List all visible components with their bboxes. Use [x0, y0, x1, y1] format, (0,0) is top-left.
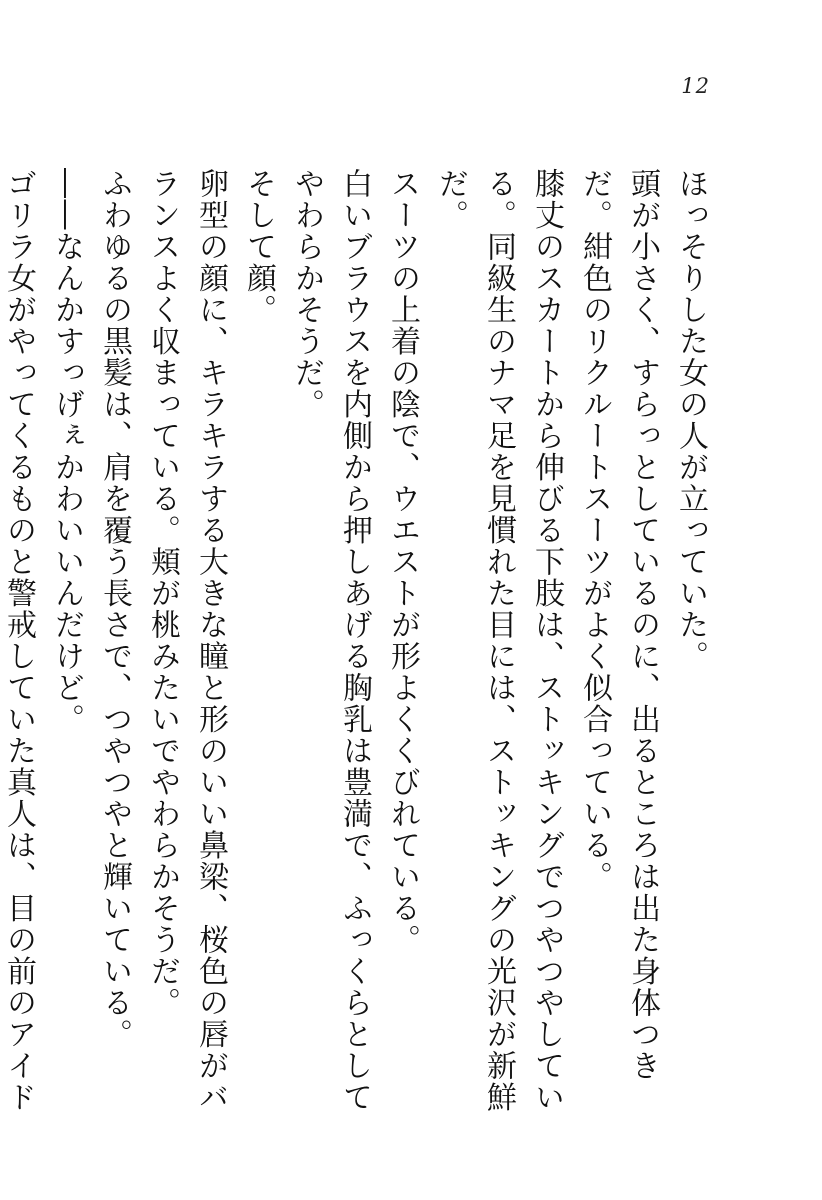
- paragraph-6: そして顔。: [241, 168, 276, 326]
- vertical-body-text: [0, 168, 714, 1118]
- paragraph-4: スーツの上着の陰で、ウエストが形よくくびれている。: [385, 168, 420, 956]
- paragraph-10: ゴリラ女がやってくるものと警戒していた真人は、目の前のアイド: [1, 168, 36, 1113]
- paragraph-5: 白いブラウスを内側から押しあげる胸乳は豊満で、ふっくらとしてやわらかそうだ。: [289, 168, 372, 1113]
- paragraph-8: ふわゆるの黒髪は、肩を覆う長さで、つやつやと輝いている。: [97, 168, 132, 1050]
- paragraph-3: 膝丈のスカートから伸びる下肢は、ストッキングでつやつやしている。同級生のナマ足を見慣れた目には、ストッキングの光沢が新鮮だ。: [433, 168, 564, 1113]
- paragraph-2: 頭が小さく、すらっとしているのに、出るところは出た身体つきだ。紺色のリクルートスーツがよく似合っている。: [577, 168, 660, 1082]
- paragraph-7: 卵型の顔に、キラキラする大きな瞳と形のいい鼻梁、桜色の唇がバランスよく収まっている。頬が桃みたいでやわらかそうだ。: [145, 168, 228, 1113]
- page-number: 12: [681, 74, 710, 98]
- paragraph-1: ほっそりした女の人が立っていた。: [673, 168, 708, 672]
- paragraph-9: ――なんかすっげぇかわいいんだけど。: [49, 168, 84, 735]
